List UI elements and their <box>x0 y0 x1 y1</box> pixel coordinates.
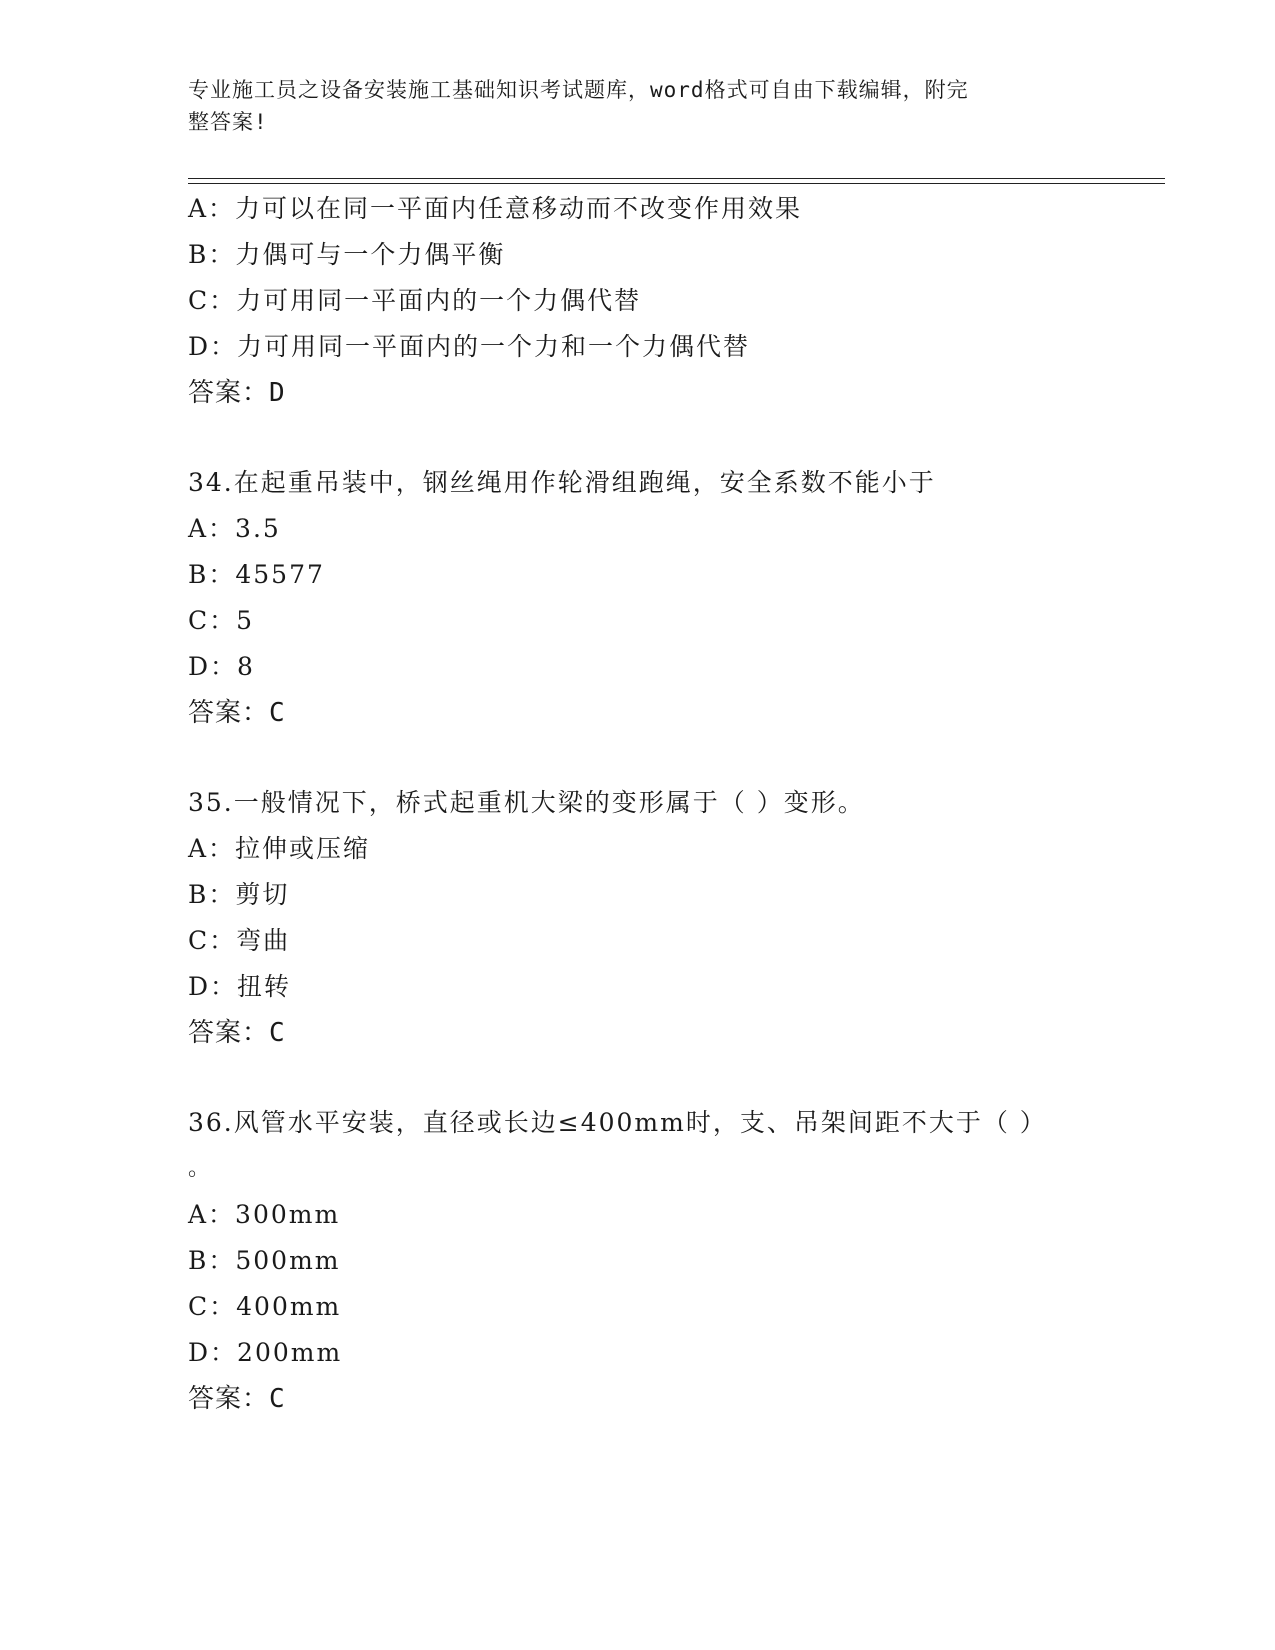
option-a: A：拉伸或压缩 <box>188 834 371 863</box>
option-d: D：200mm <box>188 1338 343 1367</box>
answer-34: 答案：C <box>188 698 286 728</box>
question-list <box>188 186 1088 1422</box>
option-d: D：扭转 <box>188 972 292 1001</box>
header-line-1: 专业施工员之设备安装施工基础知识考试题库，word格式可自由下载编辑，附完 <box>188 78 969 102</box>
question-stem-34: 34.在起重吊装中，钢丝绳用作轮滑组跑绳，安全系数不能小于 <box>188 468 936 497</box>
option-a: A：300mm <box>188 1200 341 1229</box>
header-divider-top <box>188 178 1165 179</box>
option-c: C：弯曲 <box>188 926 291 955</box>
header-line-2: 整答案! <box>188 110 268 134</box>
option-c: C：力可用同一平面内的一个力偶代替 <box>188 286 642 315</box>
answer-36: 答案：C <box>188 1384 286 1414</box>
answer-35: 答案：C <box>188 1018 286 1048</box>
question-35 <box>188 780 1088 1056</box>
question-stem-35: 35.一般情况下，桥式起重机大梁的变形属于（ ）变形。 <box>188 788 865 817</box>
option-b: B：力偶可与一个力偶平衡 <box>188 240 506 269</box>
option-c: C：400mm <box>188 1292 342 1321</box>
option-c: C：5 <box>188 606 255 635</box>
option-a: A：力可以在同一平面内任意移动而不改变作用效果 <box>188 194 803 223</box>
option-d: D：力可用同一平面内的一个力和一个力偶代替 <box>188 332 751 361</box>
question-36 <box>188 1100 1088 1422</box>
option-b: B：500mm <box>188 1246 341 1275</box>
question-34 <box>188 460 1088 736</box>
question-33 <box>188 186 1088 416</box>
header-divider-bottom <box>188 183 1165 184</box>
option-b: B：45577 <box>188 560 325 589</box>
answer-33: 答案：D <box>188 378 286 408</box>
document-header <box>188 74 1068 138</box>
question-stem-36-continued: 。 <box>188 1156 213 1181</box>
option-b: B：剪切 <box>188 880 290 909</box>
question-stem-36: 36.风管水平安装，直径或长边≤400mm时，支、吊架间距不大于（ ） <box>188 1108 1047 1137</box>
option-a: A：3.5 <box>188 514 281 543</box>
option-d: D：8 <box>188 652 255 681</box>
